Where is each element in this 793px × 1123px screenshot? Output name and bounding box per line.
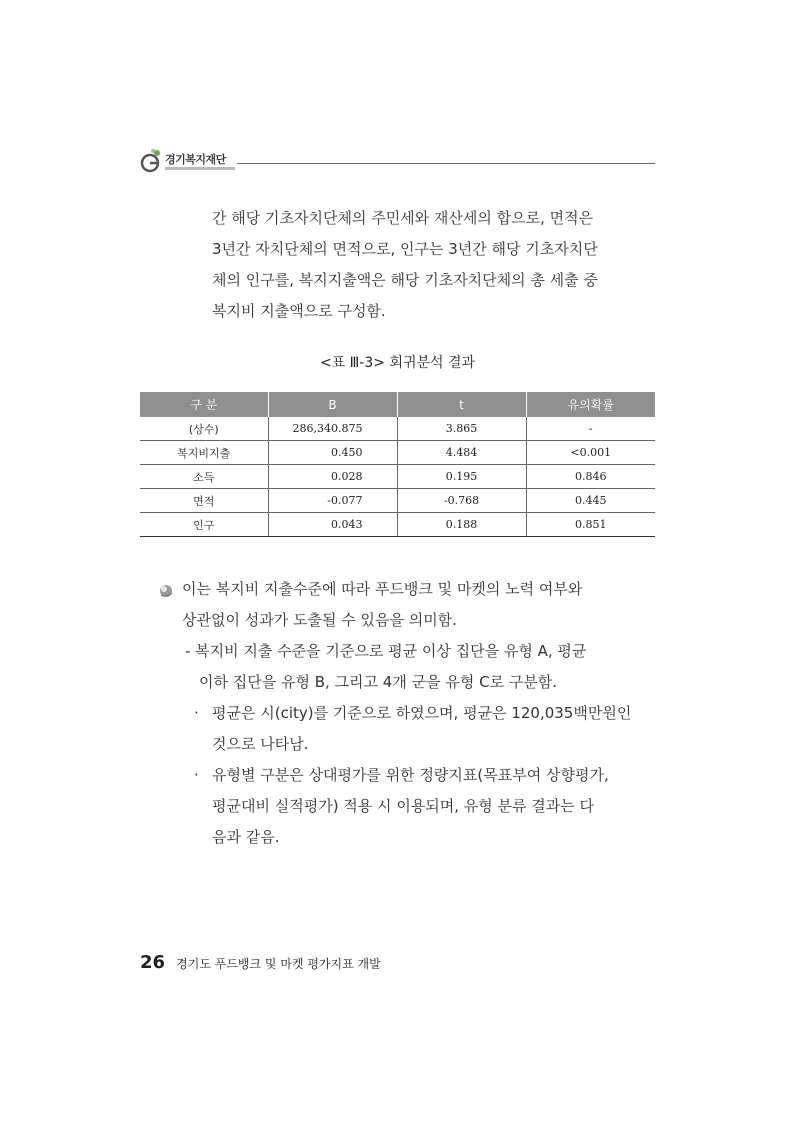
page-header <box>140 148 655 176</box>
t-value-cell: 0.195 <box>397 465 526 489</box>
variable-cell: 면적 <box>140 489 268 513</box>
dot-item-line: 평균은 시(city)를 기준으로 하였으며, 평균은 120,035백만원인 <box>212 704 632 722</box>
table-row <box>140 513 655 537</box>
foundation-logo-icon <box>140 148 162 174</box>
regression-table <box>140 392 655 537</box>
p-value-cell: <0.001 <box>526 441 655 465</box>
table-row <box>140 465 655 489</box>
variable-cell: 인구 <box>140 513 268 537</box>
header-rule <box>237 163 655 164</box>
t-value-cell: 3.865 <box>397 417 526 441</box>
p-value-cell: 0.851 <box>526 513 655 537</box>
p-value-cell: 0.445 <box>526 489 655 513</box>
table-row <box>140 417 655 441</box>
variable-cell: (상수) <box>140 417 268 441</box>
dot-item-line: 평균대비 실적평가) 적용 시 이용되며, 유형 분류 결과는 다 <box>212 797 595 815</box>
coefficient-cell: 0.450 <box>268 441 397 465</box>
table-row <box>140 489 655 513</box>
intro-line: 복지비 지출액으로 구성함. <box>212 302 386 320</box>
coefficient-cell: -0.077 <box>268 489 397 513</box>
column-header: B <box>268 392 397 417</box>
variable-cell: 복지비지출 <box>140 441 268 465</box>
logo-text: 경기복지재단 <box>165 153 226 166</box>
page-number: 26 <box>140 952 166 973</box>
t-value-cell: 0.188 <box>397 513 526 537</box>
column-header: t <box>397 392 526 417</box>
table-row <box>140 441 655 465</box>
dash-item-line: 이하 집단을 유형 B, 그리고 4개 군을 유형 C로 구분함. <box>199 673 558 691</box>
main-bullet <box>158 574 655 636</box>
main-bullet-line: 이는 복지비 지출수준에 따라 푸드뱅크 및 마켓의 노력 여부와 <box>182 580 583 598</box>
coefficient-cell: 0.028 <box>268 465 397 489</box>
t-value-cell: -0.768 <box>397 489 526 513</box>
coefficient-cell: 0.043 <box>268 513 397 537</box>
intro-line: 3년간 자치단체의 면적으로, 인구는 3년간 해당 기초자치단 <box>212 240 598 258</box>
main-bullet-line: 상관없이 성과가 도출될 수 있음을 의미함. <box>182 611 457 629</box>
t-value-cell: 4.484 <box>397 441 526 465</box>
table-caption: <표 Ⅲ-3> 회귀분석 결과 <box>319 355 476 371</box>
bullet-section <box>158 574 655 853</box>
intro-paragraph <box>212 203 655 327</box>
dot-item-line: 것으로 나타남. <box>212 735 309 753</box>
table-header-row <box>140 392 655 417</box>
coefficient-cell: 286,340.875 <box>268 417 397 441</box>
dash-item-line: - 복지비 지출 수준을 기준으로 평균 이상 집단을 유형 A, 평균 <box>185 642 587 660</box>
column-header: 유의확률 <box>526 392 655 417</box>
dot-item <box>158 760 655 791</box>
p-value-cell: - <box>526 417 655 441</box>
dot-marker: · <box>194 766 199 784</box>
dot-item-line: 유형별 구분은 상대평가를 위한 정량지표(목표부여 상향평가, <box>212 766 609 784</box>
variable-cell: 소득 <box>140 465 268 489</box>
dot-item-line: 음과 같음. <box>212 828 280 846</box>
intro-line: 간 해당 기초자치단체의 주민세와 재산세의 합으로, 면적은 <box>212 209 594 227</box>
dot-marker: · <box>194 704 199 722</box>
page-footer <box>140 952 381 973</box>
logo-subtitle-line <box>165 167 235 170</box>
dot-item <box>158 698 655 729</box>
sphere-bullet-icon <box>158 582 174 598</box>
p-value-cell: 0.846 <box>526 465 655 489</box>
running-title: 경기도 푸드뱅크 및 마켓 평가지표 개발 <box>176 957 381 971</box>
column-header: 구 분 <box>140 392 268 417</box>
intro-line: 체의 인구를, 복지지출액은 해당 기초자치단체의 총 세출 중 <box>212 271 598 289</box>
